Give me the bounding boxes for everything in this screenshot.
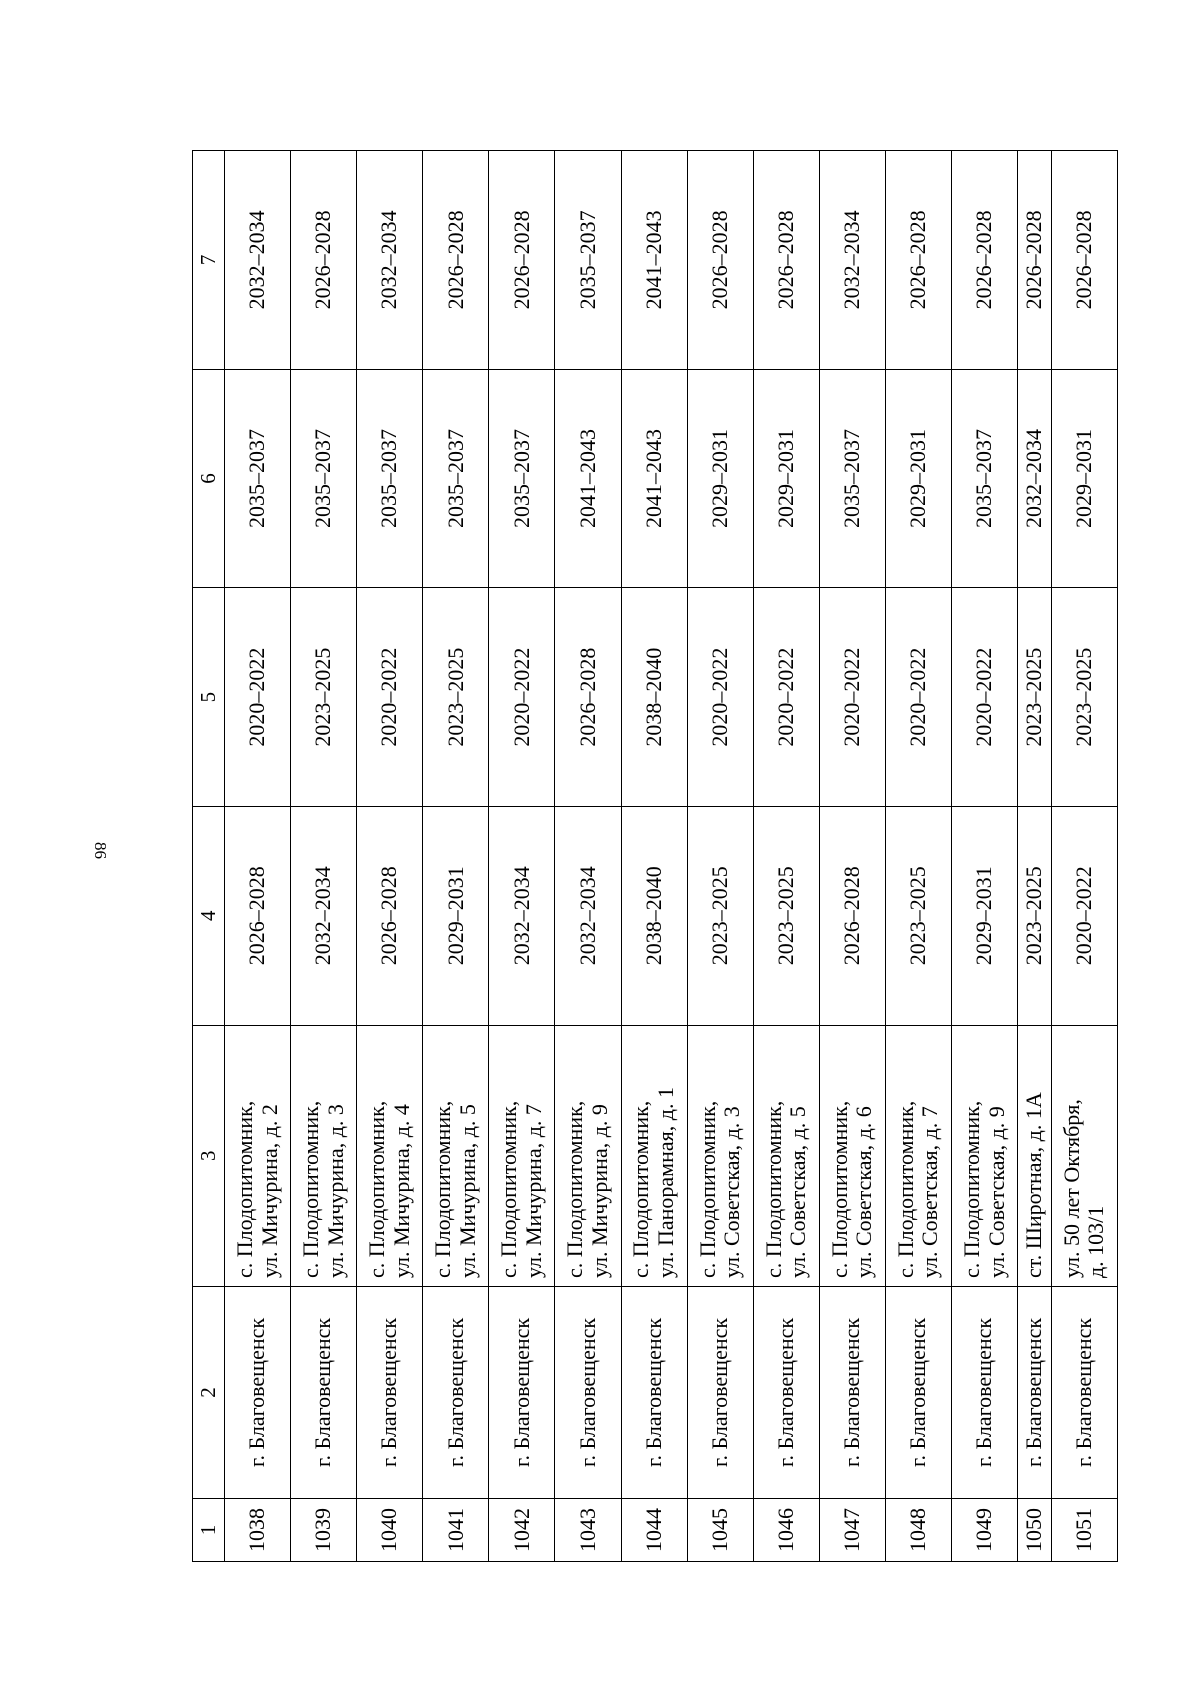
address-cell xyxy=(423,1025,489,1286)
row-number-cell: 1048 xyxy=(885,1498,951,1561)
city-cell: г. Благовещенск xyxy=(489,1287,555,1499)
address-line-2: ул. Советская, д. 3 xyxy=(719,1106,745,1279)
address-line-2: ул. Мичурина, д. 2 xyxy=(256,1104,282,1279)
address-line-2: ул. Панорамная, д. 1 xyxy=(653,1087,679,1279)
period-col4-cell: 2032–2034 xyxy=(291,806,357,1025)
period-col6-cell: 2029–2031 xyxy=(687,369,753,588)
period-col6-cell: 2035–2037 xyxy=(489,369,555,588)
period-col5-cell: 2020–2022 xyxy=(489,588,555,807)
address-line-1: ст. Широтная, д. 1А xyxy=(1021,1092,1047,1279)
period-col7-cell: 2026–2028 xyxy=(1018,151,1052,370)
city-cell: г. Благовещенск xyxy=(357,1287,423,1499)
period-col6-cell: 2035–2037 xyxy=(819,369,885,588)
address-line-1: с. Плодопитомник, xyxy=(364,1100,390,1279)
period-col6-cell: 2041–2043 xyxy=(621,369,687,588)
address-cell xyxy=(753,1025,819,1286)
address-cell xyxy=(885,1025,951,1286)
period-col4-cell: 2023–2025 xyxy=(1018,806,1052,1025)
row-number-cell: 1047 xyxy=(819,1498,885,1561)
address-cell xyxy=(1051,1025,1117,1286)
address-line-1: с. Плодопитомник, xyxy=(826,1100,852,1279)
row-number-cell: 1044 xyxy=(621,1498,687,1561)
address-line-2: ул. Мичурина, д. 3 xyxy=(322,1104,348,1279)
period-col5-cell: 2020–2022 xyxy=(885,588,951,807)
address-cell xyxy=(357,1025,423,1286)
city-cell: г. Благовещенск xyxy=(885,1287,951,1499)
period-col6-cell: 2029–2031 xyxy=(753,369,819,588)
period-col6-cell: 2041–2043 xyxy=(555,369,621,588)
period-col4-cell: 2029–2031 xyxy=(952,806,1018,1025)
period-col6-cell: 2035–2037 xyxy=(225,369,291,588)
period-col7-cell: 2026–2028 xyxy=(753,151,819,370)
period-col5-cell: 2038–2040 xyxy=(621,588,687,807)
column-header: 7 xyxy=(193,151,225,370)
row-number-cell: 1043 xyxy=(555,1498,621,1561)
address-cell xyxy=(555,1025,621,1286)
address-line-1: с. Плодопитомник, xyxy=(628,1100,654,1279)
period-col7-cell: 2026–2028 xyxy=(952,151,1018,370)
city-cell: г. Благовещенск xyxy=(952,1287,1018,1499)
address-line-1: ул. 50 лет Октября, xyxy=(1058,1099,1084,1279)
period-col5-cell: 2023–2025 xyxy=(1051,588,1117,807)
period-col7-cell: 2032–2034 xyxy=(819,151,885,370)
period-col4-cell: 2032–2034 xyxy=(489,806,555,1025)
row-number-cell: 1050 xyxy=(1018,1498,1052,1561)
period-col7-cell: 2041–2043 xyxy=(621,151,687,370)
period-col6-cell: 2029–2031 xyxy=(885,369,951,588)
address-line-2: ул. Мичурина, д. 5 xyxy=(454,1104,480,1279)
address-line-1: с. Плодопитомник, xyxy=(694,1100,720,1279)
page-number: 86 xyxy=(91,842,110,859)
period-col7-cell: 2026–2028 xyxy=(423,151,489,370)
table-row xyxy=(621,151,687,1562)
address-line-2: ул. Мичурина, д. 7 xyxy=(520,1104,546,1279)
address-line-1: с. Плодопитомник, xyxy=(760,1100,786,1279)
city-cell: г. Благовещенск xyxy=(423,1287,489,1499)
period-col7-cell: 2035–2037 xyxy=(555,151,621,370)
column-header: 1 xyxy=(193,1498,225,1561)
period-col6-cell: 2029–2031 xyxy=(1051,369,1117,588)
period-col7-cell: 2032–2034 xyxy=(357,151,423,370)
period-col4-cell: 2023–2025 xyxy=(885,806,951,1025)
period-col7-cell: 2026–2028 xyxy=(687,151,753,370)
table-row xyxy=(1018,151,1052,1562)
period-col7-cell: 2026–2028 xyxy=(1051,151,1117,370)
period-col5-cell: 2023–2025 xyxy=(291,588,357,807)
address-cell xyxy=(621,1025,687,1286)
table-row xyxy=(423,151,489,1562)
city-cell: г. Благовещенск xyxy=(1051,1287,1117,1499)
column-header: 3 xyxy=(193,1025,225,1286)
period-col4-cell: 2029–2031 xyxy=(423,806,489,1025)
register-table xyxy=(192,150,1118,1562)
row-number-cell: 1049 xyxy=(952,1498,1018,1561)
address-cell xyxy=(952,1025,1018,1286)
address-line-2: ул. Советская, д. 9 xyxy=(983,1106,1009,1279)
period-col6-cell: 2032–2034 xyxy=(1018,369,1052,588)
city-cell: г. Благовещенск xyxy=(687,1287,753,1499)
row-number-cell: 1046 xyxy=(753,1498,819,1561)
period-col6-cell: 2035–2037 xyxy=(952,369,1018,588)
period-col5-cell: 2020–2022 xyxy=(357,588,423,807)
row-number-cell: 1051 xyxy=(1051,1498,1117,1561)
column-number-row xyxy=(193,151,225,1562)
address-cell xyxy=(1018,1025,1052,1286)
table-row xyxy=(819,151,885,1562)
row-number-cell: 1042 xyxy=(489,1498,555,1561)
period-col5-cell: 2020–2022 xyxy=(819,588,885,807)
address-line-1: с. Плодопитомник, xyxy=(892,1100,918,1279)
address-line-1: с. Плодопитомник, xyxy=(231,1100,257,1279)
column-header: 2 xyxy=(193,1287,225,1499)
period-col5-cell: 2020–2022 xyxy=(225,588,291,807)
period-col4-cell: 2026–2028 xyxy=(819,806,885,1025)
city-cell: г. Благовещенск xyxy=(291,1287,357,1499)
period-col4-cell: 2038–2040 xyxy=(621,806,687,1025)
period-col4-cell: 2023–2025 xyxy=(687,806,753,1025)
table-body xyxy=(225,151,1118,1562)
period-col7-cell: 2026–2028 xyxy=(489,151,555,370)
period-col5-cell: 2023–2025 xyxy=(1018,588,1052,807)
address-line-1: с. Плодопитомник, xyxy=(958,1100,984,1279)
table-row xyxy=(357,151,423,1562)
address-line-1: с. Плодопитомник, xyxy=(430,1100,456,1279)
table-row xyxy=(753,151,819,1562)
period-col4-cell: 2026–2028 xyxy=(357,806,423,1025)
address-cell xyxy=(291,1025,357,1286)
address-cell xyxy=(225,1025,291,1286)
period-col4-cell: 2026–2028 xyxy=(225,806,291,1025)
address-line-1: с. Плодопитомник, xyxy=(496,1100,522,1279)
table-row xyxy=(885,151,951,1562)
period-col4-cell: 2032–2034 xyxy=(555,806,621,1025)
city-cell: г. Благовещенск xyxy=(1018,1287,1052,1499)
row-number-cell: 1039 xyxy=(291,1498,357,1561)
column-header: 5 xyxy=(193,588,225,807)
city-cell: г. Благовещенск xyxy=(555,1287,621,1499)
column-header: 6 xyxy=(193,369,225,588)
address-line-2: ул. Советская, д. 5 xyxy=(785,1106,811,1279)
table-row xyxy=(1051,151,1117,1562)
row-number-cell: 1041 xyxy=(423,1498,489,1561)
period-col6-cell: 2035–2037 xyxy=(423,369,489,588)
city-cell: г. Благовещенск xyxy=(225,1287,291,1499)
address-cell xyxy=(819,1025,885,1286)
address-cell xyxy=(489,1025,555,1286)
table-row xyxy=(555,151,621,1562)
address-line-2: ул. Советская, д. 7 xyxy=(917,1106,943,1279)
column-header: 4 xyxy=(193,806,225,1025)
table-row xyxy=(687,151,753,1562)
period-col5-cell: 2020–2022 xyxy=(753,588,819,807)
period-col7-cell: 2026–2028 xyxy=(291,151,357,370)
city-cell: г. Благовещенск xyxy=(621,1287,687,1499)
period-col4-cell: 2020–2022 xyxy=(1051,806,1117,1025)
city-cell: г. Благовещенск xyxy=(753,1287,819,1499)
row-number-cell: 1040 xyxy=(357,1498,423,1561)
address-line-1: с. Плодопитомник, xyxy=(562,1100,588,1279)
table-row xyxy=(291,151,357,1562)
period-col5-cell: 2020–2022 xyxy=(687,588,753,807)
table-row xyxy=(952,151,1018,1562)
period-col5-cell: 2023–2025 xyxy=(423,588,489,807)
rotated-table-container xyxy=(192,150,1118,1562)
period-col6-cell: 2035–2037 xyxy=(291,369,357,588)
period-col4-cell: 2023–2025 xyxy=(753,806,819,1025)
table-row xyxy=(489,151,555,1562)
address-line-1: с. Плодопитомник, xyxy=(298,1100,324,1279)
period-col6-cell: 2035–2037 xyxy=(357,369,423,588)
address-line-2: ул. Мичурина, д. 9 xyxy=(587,1104,613,1279)
row-number-cell: 1045 xyxy=(687,1498,753,1561)
city-cell: г. Благовещенск xyxy=(819,1287,885,1499)
period-col7-cell: 2032–2034 xyxy=(225,151,291,370)
row-number-cell: 1038 xyxy=(225,1498,291,1561)
table-row xyxy=(225,151,291,1562)
period-col7-cell: 2026–2028 xyxy=(885,151,951,370)
period-col5-cell: 2020–2022 xyxy=(952,588,1018,807)
address-cell xyxy=(687,1025,753,1286)
address-line-2: ул. Советская, д. 6 xyxy=(851,1106,877,1279)
period-col5-cell: 2026–2028 xyxy=(555,588,621,807)
address-line-2: д. 103/1 xyxy=(1083,1205,1109,1279)
address-line-2: ул. Мичурина, д. 4 xyxy=(388,1104,414,1279)
